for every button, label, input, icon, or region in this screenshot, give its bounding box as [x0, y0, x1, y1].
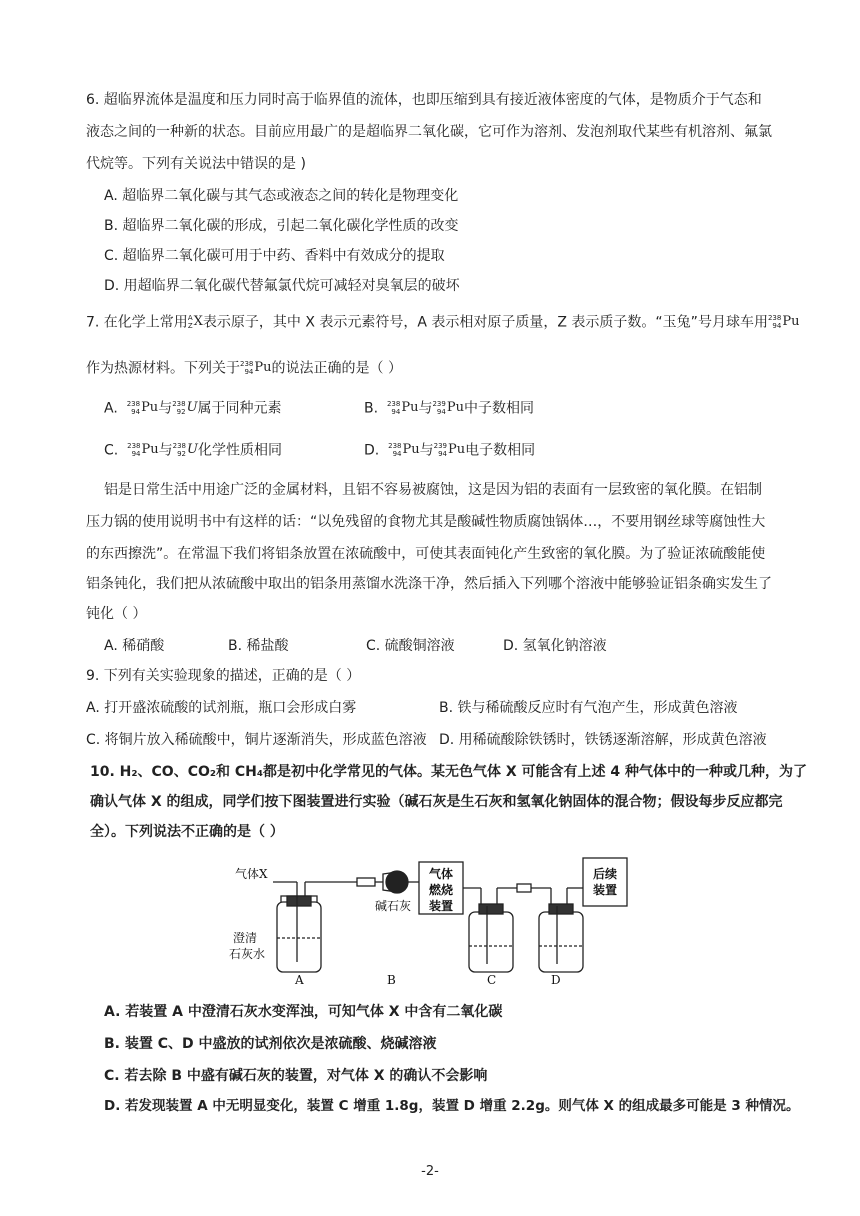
- u-num: 92: [176, 408, 186, 416]
- q6-option-b: B. 超临界二氧化碳的形成，引起二氧化碳化学性质的改变: [104, 218, 459, 234]
- pu-num: 94: [436, 408, 446, 416]
- pu-symbol: Pu: [448, 442, 466, 457]
- pu-mass: 238: [388, 442, 402, 450]
- q6-line2: 液态之间的一种新的状态。目前应用最广的是超临界二氧化碳，它可作为溶剂、发泡剂取代某些有机溶剂、氟氯: [86, 124, 772, 140]
- q8-line3: 的东西擦洗”。在常温下我们将铝条放置在浓硫酸中，可使其表面钝化产生致密的氧化膜。为了验证浓硫酸能使: [86, 546, 766, 562]
- with-word: 与: [158, 442, 173, 459]
- q7-option-d: [364, 440, 535, 461]
- u238-isotope: [172, 398, 197, 419]
- pu-symbol: Pu: [782, 314, 800, 329]
- pu239-mass: 239: [432, 400, 446, 408]
- tube-connector: [357, 878, 375, 886]
- pu-num: 94: [772, 322, 782, 330]
- q9-option-d: D. 用稀硫酸除铁锈时，铁锈逐渐溶解，形成黄色溶液: [439, 732, 767, 748]
- q10-line1: 10. H₂、CO、CO₂和 CH₄都是初中化学常见的气体。某无色气体 X 可能含有上述 4 种气体中的一种或几种，为了: [90, 764, 808, 780]
- label-a: A: [295, 973, 304, 987]
- pu-mass: 238: [767, 314, 782, 322]
- u238-isotope: [173, 440, 198, 461]
- u-symbol: U: [187, 442, 198, 457]
- pu-symbol: Pu: [446, 400, 464, 415]
- label-limewater-2: 石灰水: [229, 947, 266, 961]
- iso-symbol: X: [193, 314, 203, 329]
- q8-option-d: D. 氢氧化钠溶液: [503, 638, 607, 654]
- bottle-a: [277, 882, 357, 972]
- q7-option-a: [104, 398, 282, 419]
- pu-symbol: Pu: [402, 442, 420, 457]
- option-c-tail: 化学性质相同: [197, 442, 282, 459]
- q8-line2: 压力锅的使用说明书中有这样的话：“以免残留的食物尤其是酸碱性物质腐蚀锅体…，不要用钢丝球等腐蚀性大: [86, 514, 766, 530]
- option-label: D.: [364, 442, 380, 459]
- pu238-isotope: [127, 440, 159, 461]
- pu-num: 94: [131, 408, 141, 416]
- with-word: 与: [418, 400, 433, 417]
- q8-line5: 钝化（ ）: [86, 606, 147, 622]
- option-b-tail: 中子数相同: [463, 400, 534, 417]
- u-mass: 238: [172, 400, 186, 408]
- q7-option-b: [364, 398, 534, 419]
- apparatus-diagram: [225, 850, 635, 990]
- pu238-isotope: [127, 398, 159, 419]
- q6-line3: 代烷等。下列有关说法中错误的是 ): [86, 156, 306, 172]
- q10-option-c: C. 若去除 B 中盛有碱石灰的装置，对气体 X 的确认不会影响: [104, 1068, 488, 1084]
- q10-line3: 全）。下列说法不正确的是（ ）: [90, 824, 284, 840]
- follow-up-device: [583, 858, 627, 906]
- pu-symbol: Pu: [401, 400, 419, 415]
- pu-mass: 238: [127, 442, 141, 450]
- pu-symbol: Pu: [141, 442, 159, 457]
- q8-option-b: B. 稀盐酸: [228, 638, 289, 654]
- bottle-d: [539, 888, 583, 972]
- q10-option-a: A. 若装置 A 中澄清石灰水变浑浊，可知气体 X 中含有二氧化碳: [104, 1004, 503, 1020]
- q8-option-a: A. 稀硝酸: [104, 638, 165, 654]
- pu238-isotope: [388, 440, 420, 461]
- q9-stem: 9. 下列有关实验现象的描述，正确的是（ ）: [86, 668, 361, 684]
- q7-line1-start: 7. 在化学上常用: [86, 314, 188, 331]
- bottle-c: [469, 888, 513, 972]
- pu-num: 94: [391, 408, 401, 416]
- option-label: A.: [104, 400, 118, 417]
- q9-option-b: B. 铁与稀硫酸反应时有气泡产生，形成黄色溶液: [439, 700, 738, 716]
- tube-connector: [517, 884, 531, 892]
- isotope-notation: [188, 312, 203, 333]
- pu-symbol: Pu: [254, 360, 272, 375]
- page-number: -2-: [421, 1164, 439, 1179]
- u-mass: 238: [172, 442, 187, 450]
- label-b: B: [387, 973, 396, 987]
- pu238-isotope: [768, 312, 800, 333]
- label-limewater-1: 澄清: [233, 931, 258, 945]
- option-label: C.: [104, 442, 119, 459]
- q7-line2-end: 的说法正确的是（ ）: [271, 360, 402, 377]
- pu-symbol: Pu: [141, 400, 159, 415]
- drying-tube-b: [383, 871, 419, 893]
- with-word: 与: [158, 400, 173, 417]
- label-soda-lime: 碱石灰: [375, 899, 412, 913]
- q10-line2: 确认气体 X 的组成，同学们按下图装置进行实验（碱石灰是生石灰和氢氧化钠固体的混合物；假设每步反应都完: [90, 794, 783, 810]
- u-symbol: U: [186, 400, 198, 415]
- pu-num: 94: [131, 450, 141, 458]
- pu-mass: 238: [126, 400, 141, 408]
- pu-mass: 238: [240, 360, 254, 368]
- label-burn-1: 气体: [429, 867, 454, 881]
- option-d-tail: 电子数相同: [465, 442, 536, 459]
- q8-line1: 铝是日常生活中用途广泛的金属材料，且铝不容易被腐蚀，这是因为铝的表面有一层致密的氧化膜。在铝制: [104, 482, 762, 498]
- pu-num: 94: [244, 368, 254, 376]
- label-follow-1: 后续: [593, 867, 618, 881]
- pu-mass: 238: [386, 400, 401, 408]
- label-c: C: [487, 973, 497, 987]
- label-follow-2: 装置: [593, 883, 618, 897]
- pu239-isotope: [434, 440, 466, 461]
- q9-option-a: A. 打开盛浓硫酸的试剂瓶，瓶口会形成白雾: [86, 700, 357, 716]
- pu239-mass: 239: [433, 442, 448, 450]
- q7-option-c: [104, 440, 282, 461]
- q8-option-c: C. 硫酸铜溶液: [366, 638, 455, 654]
- q10-option-d: D. 若发现装置 A 中无明显变化，装置 C 增重 1.8g，装置 D 增重 2.2g。则气体 X 的组成最多可能是 3 种情况。: [104, 1098, 800, 1114]
- pu238-isotope: [387, 398, 419, 419]
- q8-line4: 铝条钝化，我们把从浓硫酸中取出的铝条用蒸馏水洗涤干净，然后插入下列哪个溶液中能够验证铝条确实发生了: [86, 576, 772, 592]
- pu239-isotope: [432, 398, 464, 419]
- q6-option-d: D. 用超临界二氧化碳代替氟氯代烷可减轻对臭氧层的破坏: [104, 278, 460, 294]
- q10-option-b: B. 装置 C、D 中盛放的试剂依次是浓硫酸、烧碱溶液: [104, 1036, 437, 1052]
- q7-line2: [86, 358, 402, 379]
- q6-option-c: C. 超临界二氧化碳可用于中药、香料中有效成分的提取: [104, 248, 445, 264]
- label-burn-3: 装置: [429, 899, 454, 913]
- option-label: B.: [364, 400, 379, 417]
- q9-option-c: C. 将铜片放入稀硫酸中，铜片逐渐消失，形成蓝色溶液: [86, 732, 427, 748]
- q7-line1: [86, 312, 799, 333]
- iso-mass-label: A: [187, 314, 193, 322]
- q6-option-a: A. 超临界二氧化碳与其气态或液态之间的转化是物理变化: [104, 188, 459, 204]
- with-word: 与: [419, 442, 434, 459]
- q7-line2-start: 作为热源材料。下列关于: [86, 360, 240, 377]
- pu-num: 94: [438, 450, 448, 458]
- option-a-tail: 属于同种元素: [197, 400, 282, 417]
- u-num: 92: [177, 450, 187, 458]
- q6-line1: 6. 超临界流体是温度和压力同时高于临界值的流体，也即压缩到具有接近液体密度的气体，是物质介于气态和: [86, 92, 762, 108]
- pu238-isotope: [240, 358, 272, 379]
- label-burn-2: 燃烧: [429, 883, 454, 897]
- q7-line1-end: 表示原子，其中 X 表示元素符号，A 表示相对原子质量，Z 表示质子数。“玉兔”号月球车用: [202, 314, 768, 331]
- label-gas-x: 气体X: [235, 867, 268, 881]
- pu-num: 94: [392, 450, 402, 458]
- label-d: D: [551, 973, 561, 987]
- iso-number-label: Z: [187, 322, 193, 330]
